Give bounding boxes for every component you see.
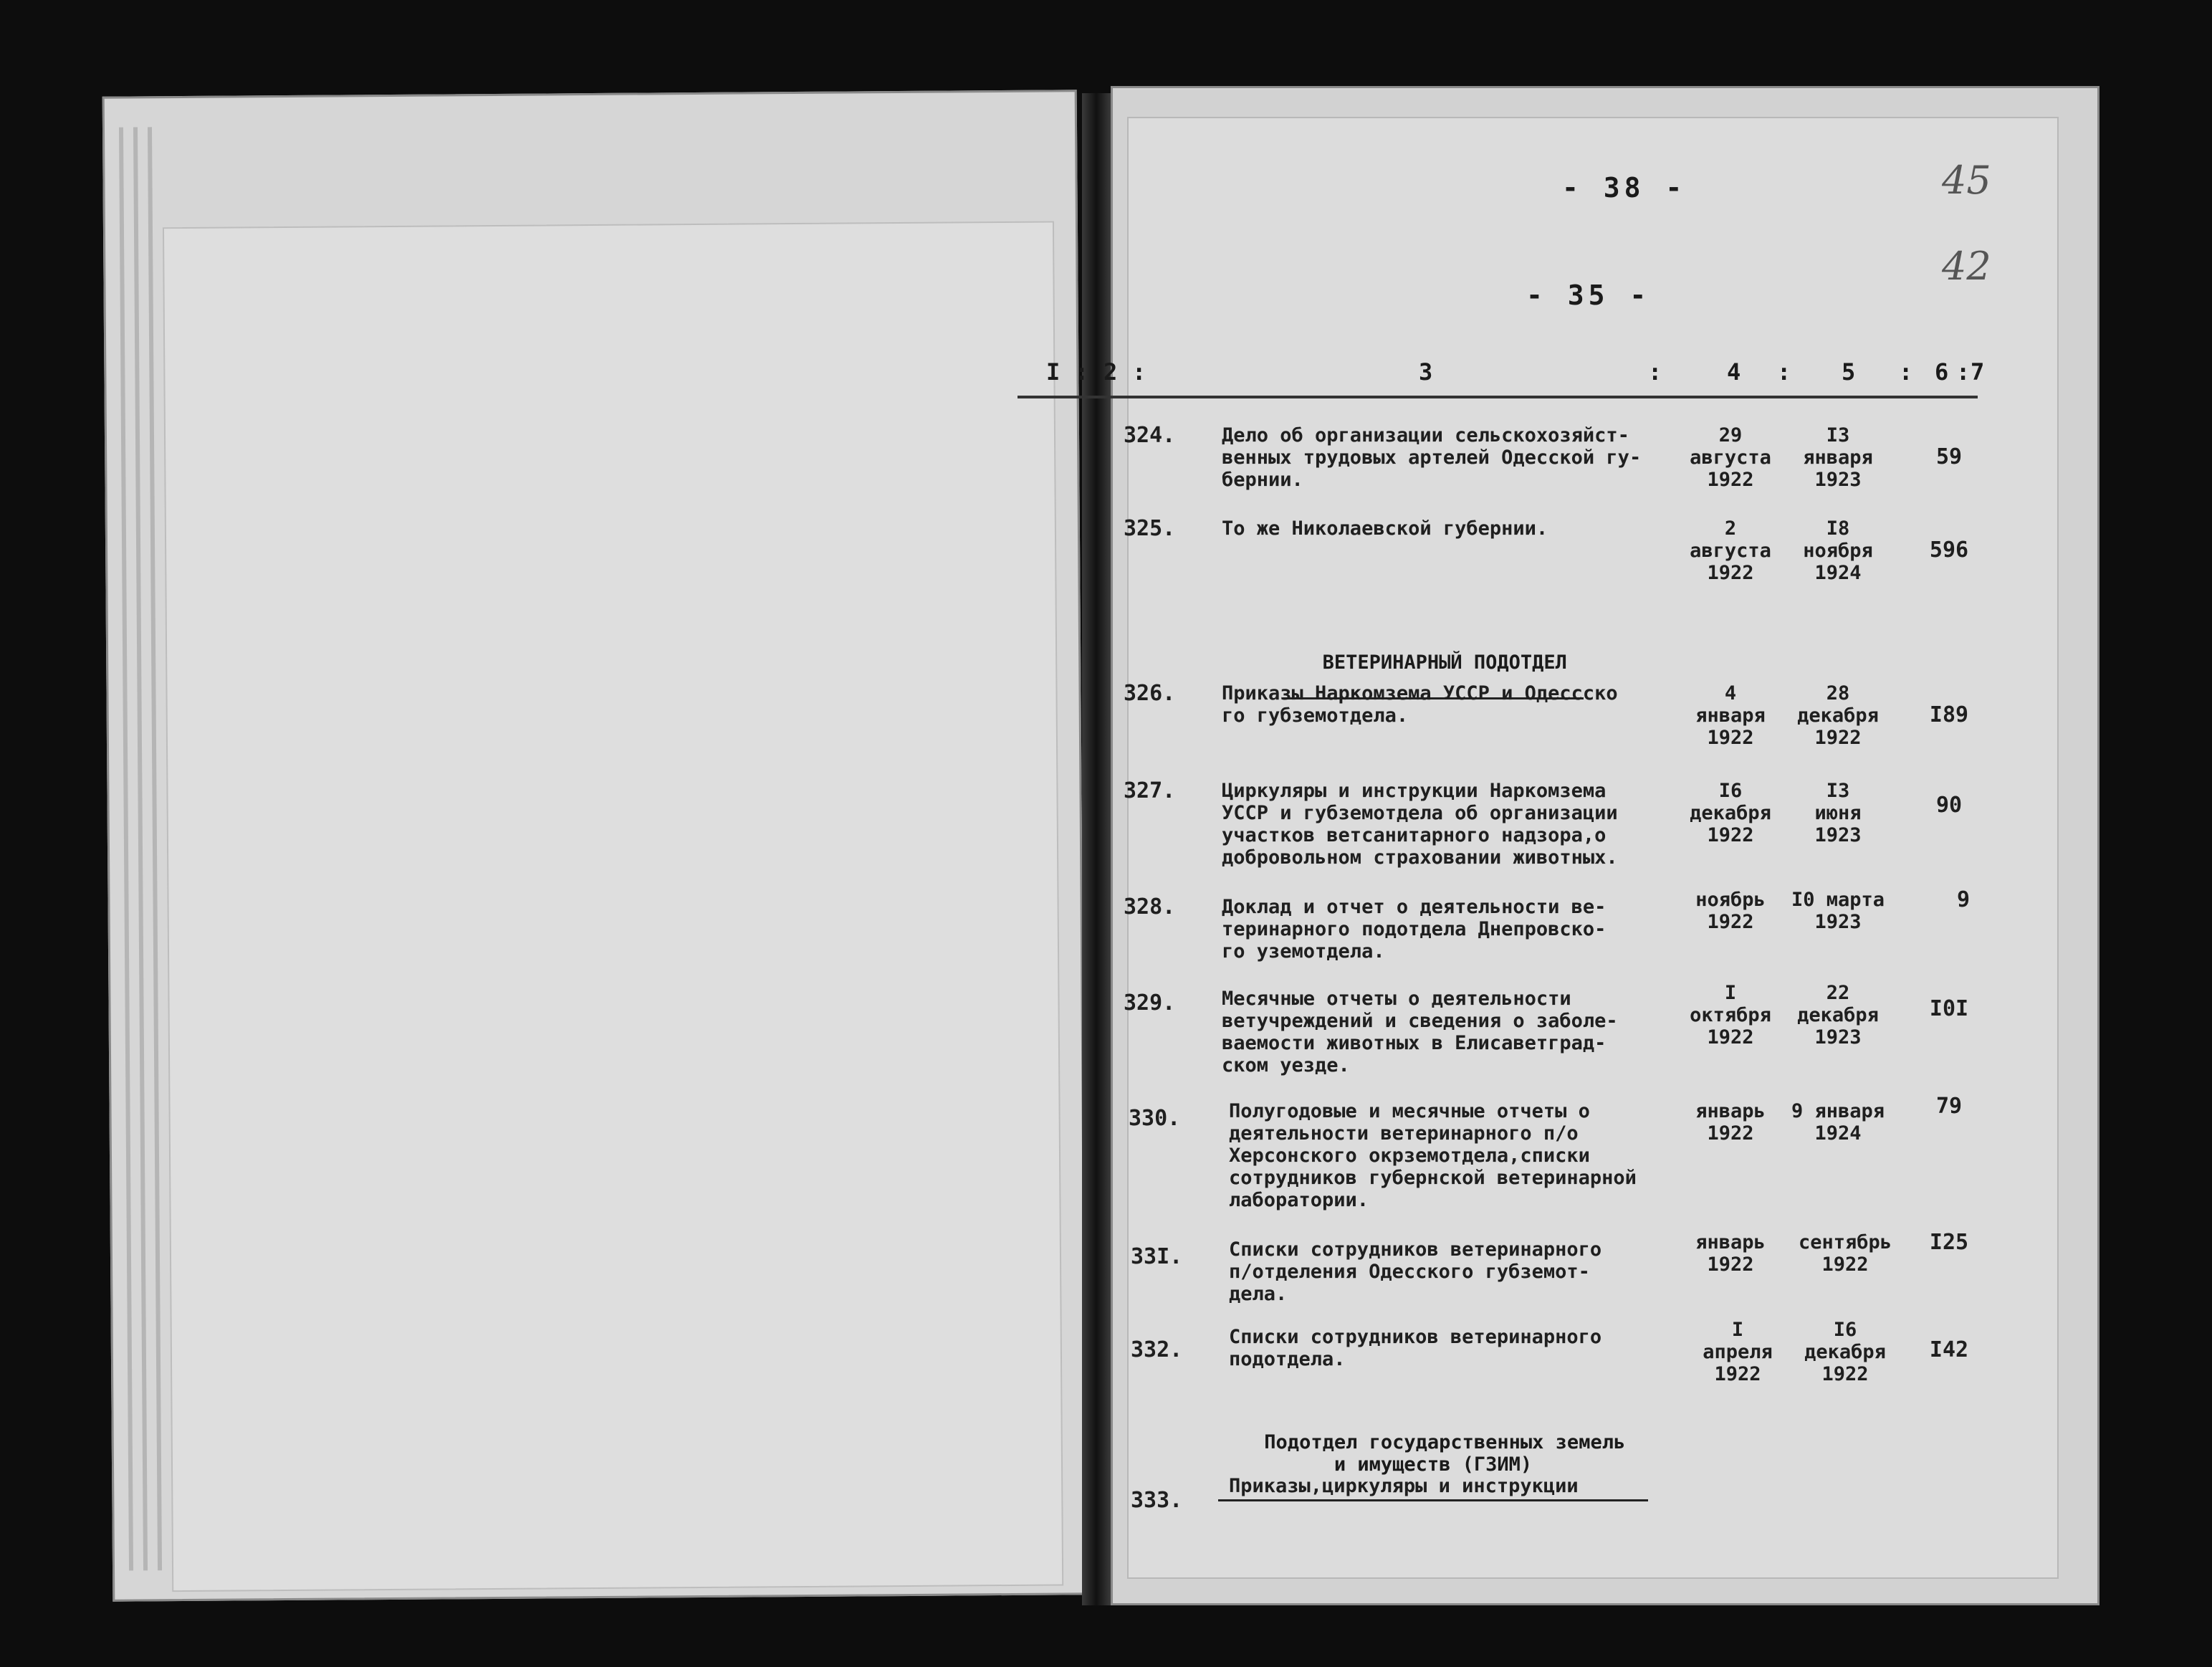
heading-rule: [1018, 396, 1978, 398]
entry-end-date: 28 декабря 1922: [1797, 682, 1879, 749]
page-edge: [133, 127, 148, 1570]
entry-number: 329.: [1124, 990, 1176, 1016]
entry-start-date: 29 августа 1922: [1690, 424, 1771, 491]
section-title: ВЕТЕРИНАРНЫЙ ПОДОТДЕЛ: [1322, 651, 1567, 674]
entry-description: То же Николаевской губернии.: [1222, 517, 1548, 540]
entry-end-date: 22 декабря 1923: [1797, 982, 1879, 1049]
entry-description: Приказы Наркомзема УССР и Одессско го губземотдела.: [1222, 682, 1618, 727]
entry-description: Дело об организации сельскохозяйст- венных трудовых артелей Одесской гу- бернии.: [1222, 424, 1642, 491]
entry-number: 325.: [1124, 516, 1176, 541]
col-separator: :: [1075, 358, 1089, 386]
entry-start-date: I6 декабря 1922: [1690, 780, 1771, 846]
handwritten-folio-top: 45: [1942, 158, 1991, 203]
entry-end-date: сентябрь 1922: [1798, 1231, 1892, 1276]
entry-start-date: I октября 1922: [1690, 982, 1771, 1049]
entry-description: Приказы,циркуляры и инструкции: [1229, 1475, 1579, 1497]
entry-sheet-count: I0I: [1929, 996, 1969, 1021]
col-separator: :: [1956, 358, 1971, 386]
entry-start-date: I апреля 1922: [1703, 1319, 1773, 1385]
entry-start-date: ноябрь 1922: [1695, 889, 1766, 933]
col-heading: 7: [1971, 358, 1985, 386]
entry-sheet-count: 596: [1929, 538, 1969, 563]
handwritten-folio-second: 42: [1942, 244, 1991, 289]
page-edge: [119, 128, 133, 1571]
entry-description: Списки сотрудников ветеринарного п/отделения Одесского губземот- дела.: [1229, 1238, 1602, 1305]
entry-number: 332.: [1131, 1337, 1183, 1362]
col-heading: 2: [1103, 358, 1118, 386]
entry-sheet-count: 79: [1935, 1094, 1963, 1119]
entry-start-date: январь 1922: [1695, 1100, 1766, 1145]
entry-start-date: январь 1922: [1695, 1231, 1766, 1276]
section-heading-gzim: [1218, 1409, 1648, 1524]
entry-sheet-count: 59: [1935, 444, 1963, 469]
entry-description: Полугодовые и месячные отчеты о деятельности ветеринарного п/о Херсонского окрземотдела,списки сотрудников губернской ветеринарной лаборатории.: [1229, 1100, 1637, 1211]
entry-number: 328.: [1124, 894, 1176, 920]
col-separator: :: [1899, 358, 1913, 386]
entry-end-date: I8 ноября 1924: [1803, 517, 1873, 584]
entry-description: Месячные отчеты о деятельности ветучреждений и сведения о заболе- ваемости животных в Елисаветград- ском уезде.: [1222, 988, 1618, 1076]
col-separator: :: [1648, 358, 1662, 386]
col-heading: I: [1046, 358, 1060, 386]
left-page-blank-sheet: [163, 221, 1063, 1592]
section-title: Подотдел государственных земель и имуществ (ГЗИМ): [1264, 1431, 1626, 1476]
entry-description: Циркуляры и инструкции Наркомзема УССР и губземотдела об организации участков ветсанитарного надзора,о добровольном страховании животных.: [1222, 780, 1618, 869]
entry-start-date: 2 августа 1922: [1690, 517, 1771, 584]
entry-description: Списки сотрудников ветеринарного подотдела.: [1229, 1326, 1602, 1370]
entry-number: 327.: [1124, 778, 1176, 803]
entry-number: 333.: [1131, 1488, 1183, 1513]
entry-end-date: I3 января 1923: [1803, 424, 1873, 491]
entry-number: 324.: [1124, 423, 1176, 448]
page-edge: [148, 127, 162, 1570]
entry-end-date: 9 января 1924: [1791, 1100, 1885, 1145]
col-separator: :: [1777, 358, 1791, 386]
book-gutter: [1082, 93, 1111, 1605]
entry-start-date: 4 января 1922: [1695, 682, 1766, 749]
entry-number: 326.: [1124, 681, 1176, 706]
entry-number: 33I.: [1131, 1244, 1183, 1269]
entry-end-date: I6 декабря 1922: [1804, 1319, 1886, 1385]
entry-sheet-count: I42: [1929, 1337, 1969, 1362]
left-page: [102, 90, 1088, 1601]
entry-end-date: I0 марта 1923: [1791, 889, 1885, 933]
page-number-second: - 35 -: [1526, 280, 1651, 311]
entry-sheet-count: 9: [1956, 887, 1971, 912]
entry-end-date: I3 июня 1923: [1814, 780, 1862, 846]
entry-sheet-count: I89: [1929, 702, 1969, 727]
col-heading: 4: [1727, 358, 1741, 386]
col-heading: 5: [1842, 358, 1856, 386]
col-heading: 6: [1935, 358, 1949, 386]
page-number-top: - 38 -: [1562, 172, 1687, 204]
col-separator: :: [1132, 358, 1146, 386]
col-heading: 3: [1419, 358, 1433, 386]
entry-number: 330.: [1129, 1106, 1181, 1131]
column-headings: [1018, 358, 1985, 391]
entry-sheet-count: 90: [1935, 793, 1963, 818]
entry-description: Доклад и отчет о деятельности ве- теринарного подотдела Днепровско- го уземотдела.: [1222, 896, 1607, 963]
section-underline: [1218, 1499, 1648, 1501]
entry-sheet-count: I25: [1929, 1230, 1969, 1255]
